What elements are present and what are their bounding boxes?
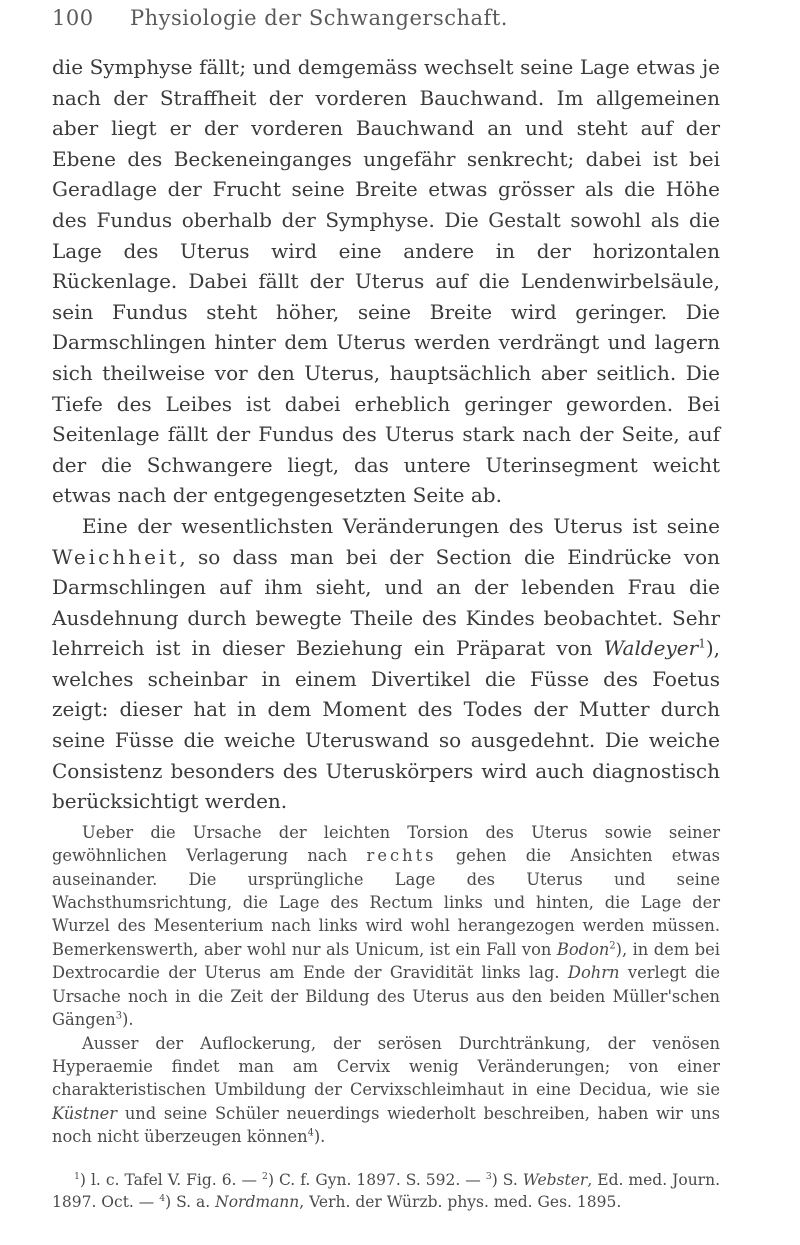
paragraph-2-text: , so dass man bei der Section die Eindrücke von Darmschlingen auf ihm sieht, und an der lebenden Frau die Ausdehnung durch bewegte Theile des Kindes beobachtet. Sehr lehrreich ist in dieser Beziehung ein Präparat von: [52, 544, 720, 661]
small-1-text-e: ).: [121, 1010, 134, 1030]
emphasis-weichheit: Weichheit: [52, 544, 180, 569]
footnote-ref-4: 4: [307, 1127, 314, 1139]
footnote-3-marker: 3: [485, 1170, 492, 1182]
author-bodon: Bodon: [556, 939, 610, 959]
footnote-1-marker: 1: [74, 1170, 80, 1182]
author-waldeyer: Waldeyer: [603, 636, 699, 661]
footnote-4-marker: 4: [159, 1192, 166, 1204]
small-print-section: [52, 821, 720, 1149]
footnote-4-source: , Verh. der Würzb. phys. med. Ges. 1895.: [299, 1192, 622, 1211]
running-title: Physiologie der Schwangerschaft.: [130, 6, 508, 30]
footnote-ref-1: 1: [698, 636, 706, 651]
author-dohrn: Dohrn: [567, 963, 620, 983]
main-text: [52, 52, 720, 817]
paragraph-2: [52, 511, 720, 817]
footnote-3-source: , Ed. med. Journ. 1897. Oct. —: [52, 1170, 720, 1211]
small-1-text-a: Ueber die Ursache der leichten Torsion des Uterus sowie seiner gewöhnlichen Verlagerung nach: [52, 822, 720, 866]
small-2-text-b: und seine Schüler neuerdings wiederholt beschreiben, haben wir uns noch nicht überzeugen können: [52, 1103, 720, 1147]
footnote-3-author: Webster: [522, 1170, 588, 1189]
footnote-2-text: ) C. f. Gyn. 1897. S. 592. —: [267, 1170, 481, 1189]
running-head: [52, 6, 720, 42]
small-2-text-a: Ausser der Auflockerung, der serösen Durchtränkung, der venösen Hyperaemie findet man am Cervix wenig Veränderungen; von einer charakteristischen Umbildung der Cervixschleimhaut in eine Decidua, wie sie: [52, 1033, 720, 1100]
small-1-text-b: gehen die Ansichten etwas auseinander. Die ursprüngliche Lage des Uterus und seine Wachsthumsrichtung, die Lage des Rectum links und hinten, die Lage der Wurzel des Mesenterium nach links wird wohl herangezogen werden müssen. Bemerkenswerth, aber wohl nur als Unicum, ist ein Fall von: [52, 846, 720, 959]
footnote-3-text: ) S.: [491, 1170, 518, 1189]
footnote-ref-2: 2: [609, 940, 616, 952]
page-number: 100: [52, 6, 94, 30]
footnote-2-marker: 2: [262, 1170, 268, 1182]
small-paragraph-1: [52, 821, 720, 1032]
footnote-1-text: ) l. c. Tafel V. Fig. 6. —: [79, 1170, 257, 1189]
footnote-4-author: Nordmann: [215, 1192, 300, 1211]
paragraph-2-text-end: ), welches scheinbar in einem Divertikel die Füsse des Foetus zeigt: dieser hat in dem Moment des Todes der Mutter durch seine Füsse die weiche Uteruswand so ausgedehnt. Die weiche Consistenz besonders des Uteruskörpers wird auch diagnostisch berücksichtigt werden.: [52, 636, 720, 814]
small-2-text-c: ).: [313, 1127, 326, 1147]
footnote-ref-3: 3: [115, 1010, 122, 1022]
small-paragraph-2: [52, 1032, 720, 1149]
footnote-list: [52, 1169, 720, 1213]
footnote-4-text: ) S. a.: [165, 1192, 211, 1211]
small-1-text-d: verlegt die Ursache noch in die Zeit der Bildung des Uterus aus den beiden Müller'schen Gängen: [52, 963, 720, 1030]
emphasis-rechts: rechts: [366, 846, 437, 866]
footnotes: [52, 1169, 720, 1213]
author-kuestner: Küstner: [52, 1103, 118, 1123]
small-1-text-c: ), in dem bei Dextrocardie der Uterus am Ende der Gravidität links lag.: [52, 939, 720, 983]
footnote-separator: [52, 1149, 720, 1163]
paragraph-1: die Symphyse fällt; und demgemäss wechselt seine Lage etwas je nach der Straffheit der vorderen Bauchwand. Im allgemeinen aber liegt er der vorderen Bauchwand an und steht auf der Ebene des Beckeneinganges ungefähr senkrecht; dabei ist bei Geradlage der Frucht seine Breite etwas grösser als die Höhe des Fundus oberhalb der Symphyse. Die Gestalt sowohl als die Lage des Uterus wird eine andere in der horizontalen Rückenlage. Dabei fällt der Uterus auf die Lendenwirbelsäule, sein Fundus steht höher, seine Breite wird geringer. Die Darmschlingen hinter dem Uterus werden verdrängt und lagern sich theilweise vor den Uterus, hauptsächlich aber seitlich. Die Tiefe des Leibes ist dabei erheblich geringer geworden. Bei Seitenlage fällt der Fundus des Uterus stark nach der Seite, auf der die Schwangere liegt, das untere Uterinsegment weicht etwas nach der entgegengesetzten Seite ab.: [52, 55, 720, 508]
paragraph-2-intro: Eine der wesentlichsten Veränderungen des Uterus ist seine: [82, 513, 720, 538]
